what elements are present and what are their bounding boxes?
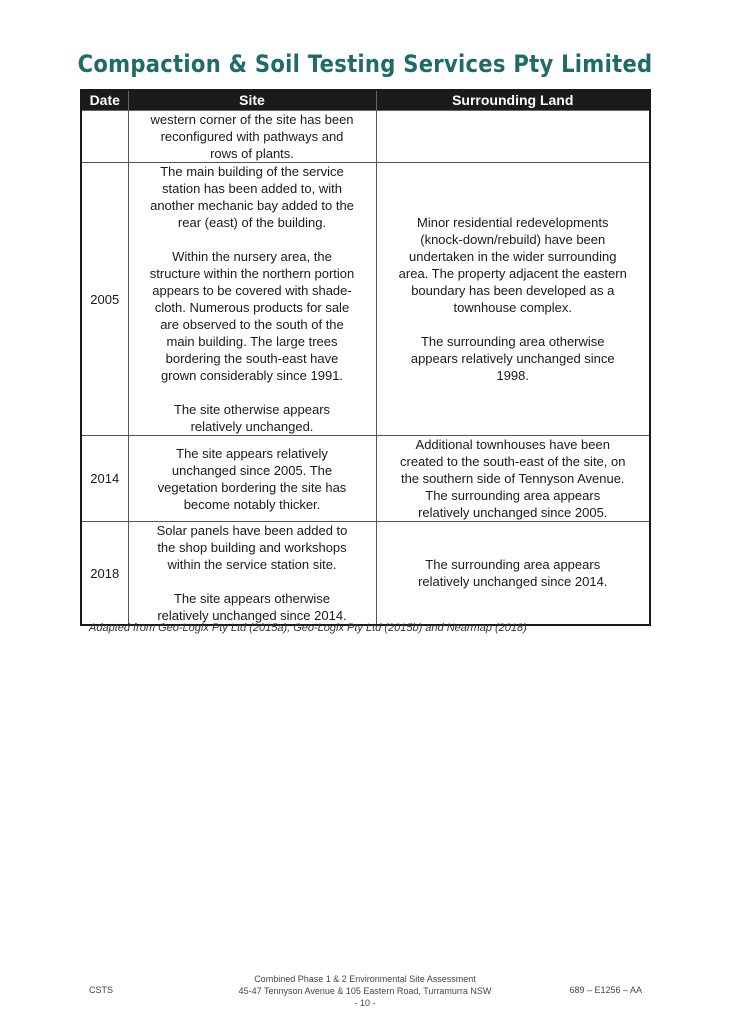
column-header-site: Site — [128, 90, 376, 111]
site-text: The main building of the service station has been added to, with another mechanic bay added to the rear (east) of the building. Within the nursery area, the structure within the northern portion appears to be covered with shade- cloth. Numerous products for sale are observed to the south of the main building. The large trees bordering the south-east have grown considerably since 1991. The site otherwise appears relatively unchanged. — [149, 164, 355, 434]
site-cell — [128, 163, 376, 436]
table-row — [81, 522, 650, 626]
site-text: Solar panels have been added to the shop building and workshops within the service station site. The site appears otherwise relatively unchanged since 2014. — [156, 523, 348, 623]
surrounding-text: Additional townhouses have been created to the south-east of the site, on the southern side of Tennyson Avenue. The surrounding area appears relatively unchanged since 2005. — [400, 437, 626, 520]
surrounding-text: The surrounding area appears relatively unchanged since 2014. — [418, 557, 608, 589]
site-cell — [128, 522, 376, 626]
company-name-heading: Compaction & Soil Testing Services Pty Limited — [77, 50, 653, 78]
surrounding-cell — [376, 522, 650, 626]
table-row — [81, 436, 650, 522]
site-text: western corner of the site has been reconfigured with pathways and rows of plants. — [150, 112, 354, 161]
site-cell — [128, 436, 376, 522]
site-text: The site appears relatively unchanged since 2005. The vegetation bordering the site has become notably thicker. — [157, 445, 347, 512]
surrounding-cell — [376, 163, 650, 436]
footer-report-reference: 689 – E1256 – AA — [569, 985, 642, 995]
footer-site-address: 45-47 Tennyson Avenue & 105 Eastern Road, Turramurra NSW — [238, 986, 492, 996]
table-caption: Adapted from Geo-Logix Pty Ltd (2015a), Geo-Logix Pty Ltd (2015b) and Nearmap (2018) — [89, 622, 527, 634]
footer-report-title: Combined Phase 1 & 2 Environmental Site Assessment — [254, 974, 476, 984]
surrounding-cell — [376, 111, 650, 163]
date-cell: 2005 — [81, 163, 128, 436]
footer-document-info — [200, 973, 530, 1009]
table-row — [81, 163, 650, 436]
footer-page-number: - 10 - — [354, 998, 376, 1008]
surrounding-text: Minor residential redevelopments (knock-down/rebuild) have been undertaken in the wider surrounding area. The property adjacent the eastern boundary has been developed as a townhouse complex. The surrounding area otherwise appears relatively unchanged since 1998. — [398, 215, 627, 383]
surrounding-cell — [376, 436, 650, 522]
column-header-surrounding-land: Surrounding Land — [376, 90, 650, 111]
column-header-date: Date — [81, 90, 128, 111]
table-row — [81, 111, 650, 163]
date-cell: 2014 — [81, 436, 128, 522]
date-cell — [81, 111, 128, 163]
table-header-row — [81, 90, 650, 111]
site-history-table — [80, 89, 651, 626]
footer-company-abbrev: CSTS — [89, 985, 114, 995]
date-cell: 2018 — [81, 522, 128, 626]
site-cell — [128, 111, 376, 163]
